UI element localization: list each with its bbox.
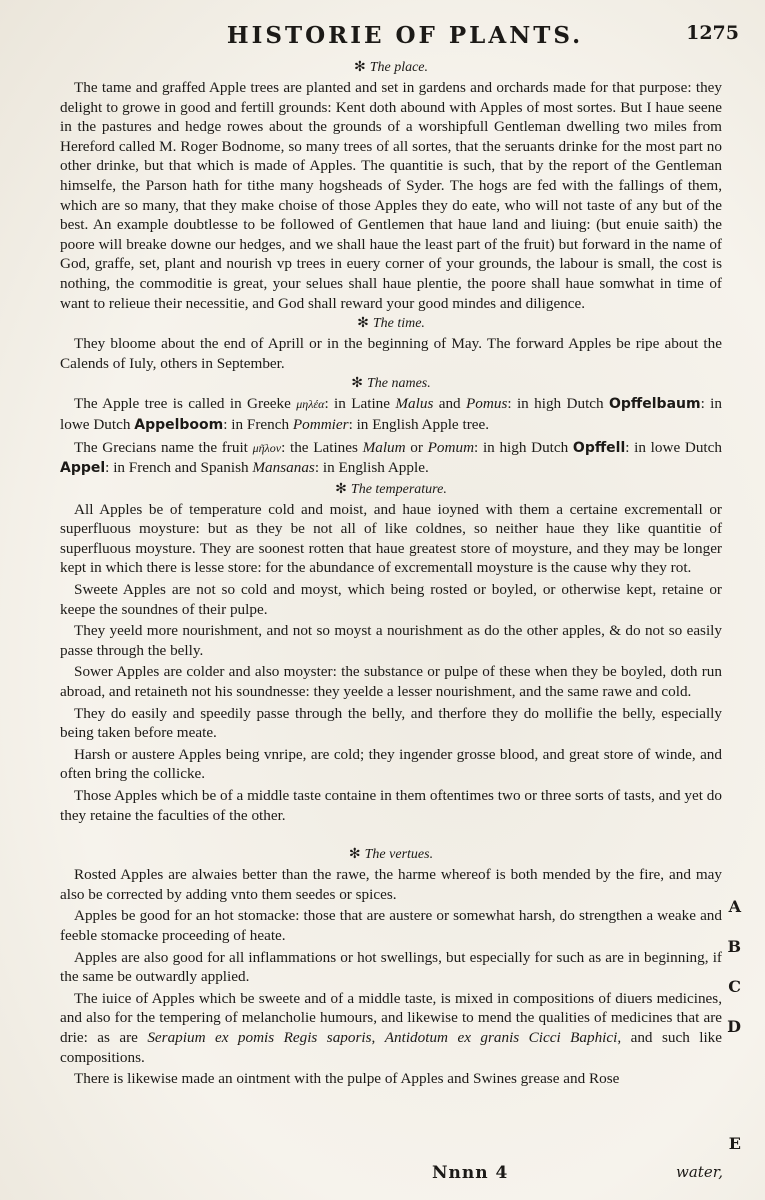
paragraph-names-fruit: The Grecians name the fruit μῆλον: the Latines Malum or Pomum: in high Dutch Opffell: in lowe Dutch Appel: in French and Spanish Mansanas: in English Apple. xyxy=(60,438,722,477)
margin-letter-e: E xyxy=(728,1134,741,1153)
paragraph: Apples are also good for all inflammations or hot swellings, but especially for such as are in beginning, if the same be outwardly applied. xyxy=(60,948,722,986)
paragraph: All Apples be of temperature cold and moist, and haue ioyned with them a certaine excrementall or superfluous moysture: but as they be not all of like coldnes, so neither haue they like quantitie of superfluous moysture. They are soonest rotten that haue greatest store of moysture, and they may be longer kept in which there is lesse store: for the abundance of excrementall moysture is the cause why they rot. xyxy=(60,500,722,577)
asterism-icon: ✻ xyxy=(348,847,361,863)
paragraph: Apples be good for an hot stomacke: those that are austere or somewhat harsh, do strengthen a weake and feeble stomacke proceeding of heate. xyxy=(60,907,722,944)
paragraph: The tame and graffed Apple trees are planted and set in gardens and orchards made for that purpose: they delight to growe in good and fertill grounds: Kent doth abound with Apples of most sortes. But I haue seene in the pastures and hedge rowes about the grounds of a worshipfull Gentleman dwelling two miles from Hereford called M. Roger Bodnome, so many trees of all sortes, that the seruants drinke for the most part no other drinke, but that which is made of Apples. The quantitie is such, that by the report of the Gentleman himselfe, the Parson hath for tithe many hogsheads of Syder. The hogs are fed with the fallings of them, which are so many, that they make choise of those Apples they do eate, who will not taste of any but of the best. An example doubtlesse to be followed of Gentlemen that haue land and liuing: (but enuie saith) the poore will breake downe our hedges, and we shall haue the least part of the fruit) but forward in the name of God, graffe, set, plant and nourish vp trees in euery corner of your grounds, the labour is small, the cost is nothing, the commoditie is great, your selues shall haue plentie, the poore shall haue somwhat in time of want to relieue their necessitie, and God shall reward your good mindes and diligence. xyxy=(60,79,722,312)
running-header: HISTORIE OF PLANTS. xyxy=(226,22,584,49)
section-heading-names: ✻ The names. xyxy=(351,376,431,392)
margin-letter-a: A xyxy=(728,897,741,916)
section-heading-time: ✻ The time. xyxy=(357,316,425,332)
asterism-icon: ✻ xyxy=(353,60,366,75)
section-heading-temperature: ✻ The temperature. xyxy=(335,481,447,497)
paragraph: They bloome about the end of Aprill or in the beginning of May. The forward Apples be ripe about the Calends of Iuly, others in September. xyxy=(60,335,722,372)
body-text xyxy=(60,58,722,1091)
page-number: 1275 xyxy=(686,22,739,44)
asterism-icon: ✻ xyxy=(335,481,347,497)
paragraph-compositions: The iuice of Apples which be sweete and of a middle taste, is mixed in compositions of diuers medicines, and also for the tempering of melancholie humours, and likewise to mend the qualities of medicines that are drie: as are Serapium ex pomis Regis saporis, Antidotum ex granis Cicci Baphici, and such like compositions. xyxy=(60,989,722,1066)
catchword: water, xyxy=(676,1163,723,1181)
paragraph: Sower Apples are colder and also moyster: the substance or pulpe of these when they be boyled, doth run abroad, and retaineth not his soundnesse: they yeelde a lesser nourishment, and the same rawe and cold. xyxy=(60,663,722,701)
paragraph: They do easily and speedily passe through the belly, and therfore they do mollifie the belly, especially being taken before meate. xyxy=(60,704,722,742)
page-footer xyxy=(0,1163,765,1187)
margin-letter-d: D xyxy=(727,1017,741,1036)
paragraph: Sweete Apples are not so cold and moyst, which being rosted or boyled, or otherwise kept, retaine or keepe the soundnes of their pulpe. xyxy=(60,581,722,618)
paragraph: Rosted Apples are alwaies better than the rawe, the harme whereof is both mended by the fire, and may also be corrected by adding vnto them seedes or spices. xyxy=(60,866,722,903)
asterism-icon: ✻ xyxy=(357,316,369,332)
paragraph-names-tree: The Apple tree is called in Greeke μηλέα: in Latine Malus and Pomus: in high Dutch Opffelbaum: in lowe Dutch Appelboom: in French Pommier: in English Apple tree. xyxy=(60,395,722,433)
signature-mark: Nnnn 4 xyxy=(432,1163,509,1183)
paragraph: Those Apples which be of a middle taste containe in them oftentimes two or three sorts of tasts, and yet do they retaine the faculties of the other. xyxy=(60,787,722,824)
section-heading-place: ✻ The place. xyxy=(353,60,429,75)
margin-letter-c: C xyxy=(728,977,741,996)
section-gap xyxy=(60,827,722,845)
paragraph: Harsh or austere Apples being vnripe, are cold; they ingender grosse blood, and great store of winde, and often bring the collicke. xyxy=(60,745,722,783)
paragraph: They yeeld more nourishment, and not so moyst a nourishment as do the other apples, & do not so easily passe through the belly. xyxy=(60,622,722,659)
section-heading-vertues: ✻ The vertues. xyxy=(348,847,434,863)
margin-letter-b: B xyxy=(727,937,741,956)
paragraph: There is likewise made an ointment with the pulpe of Apples and Swines grease and Rose xyxy=(74,1070,620,1088)
asterism-icon: ✻ xyxy=(351,376,363,392)
